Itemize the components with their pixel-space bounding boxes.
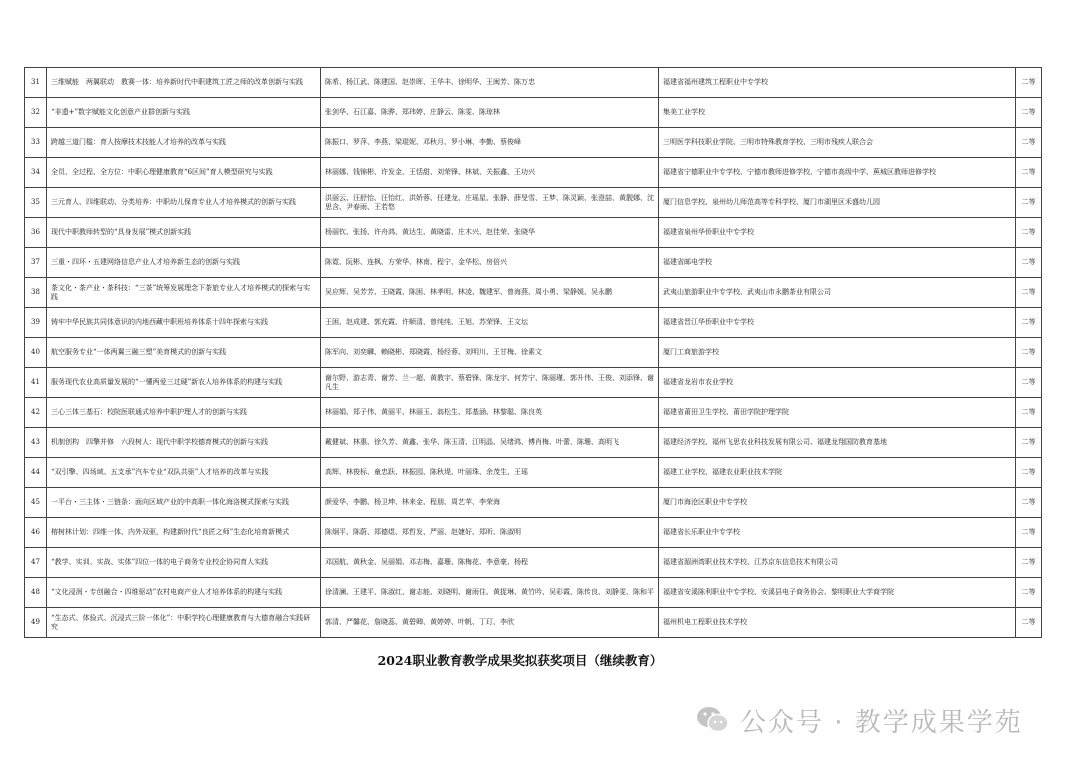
project-members: 高辉、林俊标、童忠跃、林振园、陈秋堤、叶丽珠、余茂生、王瑶 bbox=[321, 458, 659, 488]
project-title: 一平台・三主体・三链条：面向区域产业的中高职一体化海洛模式探索与实践 bbox=[47, 488, 321, 518]
table-row bbox=[25, 488, 1042, 518]
project-members: 陈希、杨江武、陈建国、赵崇晖、王华丰、徐明华、王闽芳、陈万忠 bbox=[321, 68, 659, 98]
project-organizations: 福州机电工程职业技术学校 bbox=[659, 608, 1016, 638]
row-number: 47 bbox=[25, 548, 47, 578]
table-row bbox=[25, 68, 1042, 98]
row-number: 34 bbox=[25, 158, 47, 188]
project-organizations: 集美工业学校 bbox=[659, 98, 1016, 128]
project-members: 谢尔野、游志青、谢芳、兰一超、黄教宇、蔡碧锋、陈龙宇、何芳宁、陈丽瑾、郭升伟、王俊、刘添锋、谢凡生 bbox=[321, 368, 659, 398]
table-row bbox=[25, 188, 1042, 218]
award-level: 二等 bbox=[1016, 158, 1042, 188]
project-members: 王困、赵成建、郭充霞、许顺清、曾纯纯、王旭、苏荣锋、王文坛 bbox=[321, 308, 659, 338]
project-members: 张剑华、石江嘉、陈骅、郑玮婷、庄静云、陈雯、陈琼林 bbox=[321, 98, 659, 128]
project-members: 邓国航、黄秋金、吴丽娟、邓志梅、嘉珊、陈梅花、李意豪、杨程 bbox=[321, 548, 659, 578]
award-level: 二等 bbox=[1016, 128, 1042, 158]
table-row bbox=[25, 578, 1042, 608]
awards-sheet bbox=[24, 67, 1041, 638]
project-organizations: 福建省福州建筑工程职业中专学校 bbox=[659, 68, 1016, 98]
row-number: 41 bbox=[25, 368, 47, 398]
project-title: 榕树林计划：四维一体、内外双驱，构建新时代“良匠之师”生态化培育新模式 bbox=[47, 518, 321, 548]
award-level: 二等 bbox=[1016, 338, 1042, 368]
project-members: 吴应辉、吴芳芳、王晓霞、陈困、林孝明、林凌、魏建军、曾海燕、周小勇、梁静媛、吴永鹏 bbox=[321, 278, 659, 308]
award-level: 二等 bbox=[1016, 398, 1042, 428]
row-number: 35 bbox=[25, 188, 47, 218]
project-organizations: 厦门工商旅游学校 bbox=[659, 338, 1016, 368]
project-title: 三心三体三基石：校院医联通式培养中职护理人才的创新与实践 bbox=[47, 398, 321, 428]
row-number: 36 bbox=[25, 218, 47, 248]
table-row bbox=[25, 248, 1042, 278]
table-row bbox=[25, 548, 1042, 578]
row-number: 33 bbox=[25, 128, 47, 158]
award-level: 二等 bbox=[1016, 98, 1042, 128]
project-title: 服务现代农业高质量发展的“一懂两爱三过硬”新农人培养体系的构建与实践 bbox=[47, 368, 321, 398]
award-level: 二等 bbox=[1016, 608, 1042, 638]
awards-table-body bbox=[25, 68, 1042, 638]
row-number: 49 bbox=[25, 608, 47, 638]
watermark bbox=[696, 700, 1023, 740]
project-members: 颜爱华、李鹏、杨卫坤、林来金、程朋、周艺苹、李荣海 bbox=[321, 488, 659, 518]
row-number: 43 bbox=[25, 428, 47, 458]
project-members: 林丽娟、郑子伟、黄丽平、林丽玉、翁松生、郑基涵、林黎聪、陈良英 bbox=[321, 398, 659, 428]
project-title: 铸牢中华民族共同体意识的内地西藏中职班培养体系十四年探索与实践 bbox=[47, 308, 321, 338]
project-title: “教学、实训、实战、实体”四位一体的电子商务专业校企协同育人实践 bbox=[47, 548, 321, 578]
section-title: 2024职业教育教学成果奖拟获奖项目（继续教育） bbox=[377, 653, 663, 668]
project-organizations: 福建省晋江华侨职业中专学校 bbox=[659, 308, 1016, 338]
project-title: 三重・四环・五建网络信息产业人才培养新生态的创新与实践 bbox=[47, 248, 321, 278]
award-level: 二等 bbox=[1016, 428, 1042, 458]
table-row bbox=[25, 218, 1042, 248]
project-members: 徐清澜、王建平、陈淑红、谢志能、刘晓明、谢雨住、黄捉琳、黄竹吟、吴彩霞、陈传良、刘静雯、陈和平 bbox=[321, 578, 659, 608]
award-level: 二等 bbox=[1016, 308, 1042, 338]
row-number: 38 bbox=[25, 278, 47, 308]
project-title: 三元育人、四维联动、分类培养：中职幼儿保育专业人才培养模式的创新与实践 bbox=[47, 188, 321, 218]
table-row bbox=[25, 98, 1042, 128]
project-members: 杨丽钦、张扬、许舟鸿、黄达生、黄晓雷、庄木兴、赵佳荣、张晓华 bbox=[321, 218, 659, 248]
project-title: 三维赋能 两翼联动 教赛一体：培养新时代中职建筑工匠之师的改革创新与实践 bbox=[47, 68, 321, 98]
project-members: 陈霓、阮彬、连枫、方荣华、林南、程宁、金华松、房倍兴 bbox=[321, 248, 659, 278]
table-row bbox=[25, 428, 1042, 458]
row-number: 32 bbox=[25, 98, 47, 128]
project-members: 陈军向、刘奕麟、赖晓彬、郑晓霞、杨经蓉、刘明川、王甘梅、徐素文 bbox=[321, 338, 659, 368]
table-row bbox=[25, 398, 1042, 428]
project-organizations: 福建省长乐职业中专学校 bbox=[659, 518, 1016, 548]
project-organizations: 福建省宁德职业中专学校、宁德市教师进修学校、宁德市高级中学、蕉城区教师进修学校 bbox=[659, 158, 1016, 188]
wechat-icon bbox=[696, 705, 730, 735]
project-organizations: 福建省安溪陈利职业中专学校、安溪县电子商务协会、黎明职业大学商学院 bbox=[659, 578, 1016, 608]
project-organizations: 福建工业学校、福建农业职业技术学院 bbox=[659, 458, 1016, 488]
table-row bbox=[25, 368, 1042, 398]
row-number: 45 bbox=[25, 488, 47, 518]
project-title: “生态式、体验式、沉浸式三阶一体化”：中职学校心理健康教育与大德育融合实践研究 bbox=[47, 608, 321, 638]
award-level: 二等 bbox=[1016, 458, 1042, 488]
project-organizations: 厦门信息学校、泉州幼儿师范高等专科学校、厦门市湖里区禾盛幼儿园 bbox=[659, 188, 1016, 218]
row-number: 42 bbox=[25, 398, 47, 428]
project-organizations: 福建省莆田卫生学校、莆田学院护理学院 bbox=[659, 398, 1016, 428]
project-title: 茶文化・茶产业・茶科技：“三茶”统筹发展理念下茶旅专业人才培养模式的探索与实践 bbox=[47, 278, 321, 308]
award-level: 二等 bbox=[1016, 368, 1042, 398]
project-members: 陈炯平、陈蔚、郑德煜、郑哲发、严丽、赵婕好、郑昕、陈淑明 bbox=[321, 518, 659, 548]
table-row bbox=[25, 278, 1042, 308]
row-number: 44 bbox=[25, 458, 47, 488]
award-level: 二等 bbox=[1016, 518, 1042, 548]
project-organizations: 福建经济学校、福州飞思农业科技发展有限公司、福建龙翔国防教育基地 bbox=[659, 428, 1016, 458]
row-number: 39 bbox=[25, 308, 47, 338]
row-number: 37 bbox=[25, 248, 47, 278]
project-members: 陈振口、罗萍、李燕、梁琨妮、邓秋月、罗小琳、李勤、蔡俊峰 bbox=[321, 128, 659, 158]
watermark-text: 公众号 · 教学成果学苑 bbox=[740, 707, 1023, 738]
project-title: 跨越三道门槛：育人按摩技术技能人才培养的改革与实践 bbox=[47, 128, 321, 158]
table-row bbox=[25, 338, 1042, 368]
row-number: 48 bbox=[25, 578, 47, 608]
table-row bbox=[25, 608, 1042, 638]
project-members: 林丽娜、钱锦彬、许发金、王恬甜、刘荣锋、林斌、关振鑫、王功兴 bbox=[321, 158, 659, 188]
row-number: 46 bbox=[25, 518, 47, 548]
table-row bbox=[25, 458, 1042, 488]
project-title: 全员、全过程、全方位：中职心理健康教育“6区间”育人模型研究与实践 bbox=[47, 158, 321, 188]
row-number: 31 bbox=[25, 68, 47, 98]
award-level: 二等 bbox=[1016, 548, 1042, 578]
project-organizations: 三明医学科技职业学院、三明市特殊教育学校、三明市残疾人联合会 bbox=[659, 128, 1016, 158]
award-level: 二等 bbox=[1016, 278, 1042, 308]
project-title: 航空服务专业“一体两翼三融三塑”美育模式的创新与实践 bbox=[47, 338, 321, 368]
project-organizations: 武夷山旅游职业中专学校、武夷山市永鹏茶业有限公司 bbox=[659, 278, 1016, 308]
award-level: 二等 bbox=[1016, 68, 1042, 98]
project-title: “非遗+”数字赋能文化创意产业群创新与实践 bbox=[47, 98, 321, 128]
awards-table bbox=[24, 67, 1042, 638]
award-level: 二等 bbox=[1016, 218, 1042, 248]
project-members: 戴健斌、林惠、徐久芳、黄鑫、张华、陈玉清、江明晶、吴绪鸿、傅肖梅、叶蕾、陈珊、高明飞 bbox=[321, 428, 659, 458]
project-members: 洪丽云、汪舒怡、汪怡红、洪娇蓉、任建龙、庄瑶星、张静、薛旻雪、王梦、陈灵颖、张澄喆、黄靓娜、沈思含、尹春雨、王若悠 bbox=[321, 188, 659, 218]
project-organizations: 福建省邮电学校 bbox=[659, 248, 1016, 278]
table-row bbox=[25, 518, 1042, 548]
award-level: 二等 bbox=[1016, 578, 1042, 608]
project-members: 郭清、严馨花、詹晓蕊、黄碧卿、黄婷婷、叶帆、丁玎、李欣 bbox=[321, 608, 659, 638]
project-organizations: 福建省泉州华侨职业中专学校 bbox=[659, 218, 1016, 248]
table-row bbox=[25, 308, 1042, 338]
project-title: “双引擎、四场域、五支承”汽车专业“双队共驱”人才培养的改革与实践 bbox=[47, 458, 321, 488]
table-row bbox=[25, 158, 1042, 188]
project-title: “文化浸润・专创融合・四维驱动”农村电商产业人才培养体系的构建与实践 bbox=[47, 578, 321, 608]
award-level: 二等 bbox=[1016, 248, 1042, 278]
project-organizations: 厦门市海沧区职业中专学校 bbox=[659, 488, 1016, 518]
project-organizations: 福建省龙岩市农业学校 bbox=[659, 368, 1016, 398]
project-organizations: 福建省湄洲湾职业技术学校、江苏京东信息技术有限公司 bbox=[659, 548, 1016, 578]
award-level: 二等 bbox=[1016, 488, 1042, 518]
row-number: 40 bbox=[25, 338, 47, 368]
award-level: 二等 bbox=[1016, 188, 1042, 218]
project-title: 现代中职教师转型的“具身发展”模式创新实践 bbox=[47, 218, 321, 248]
project-title: 机制创构 四擎并修 六段树人：现代中职学校德育模式的创新与实践 bbox=[47, 428, 321, 458]
table-row bbox=[25, 128, 1042, 158]
